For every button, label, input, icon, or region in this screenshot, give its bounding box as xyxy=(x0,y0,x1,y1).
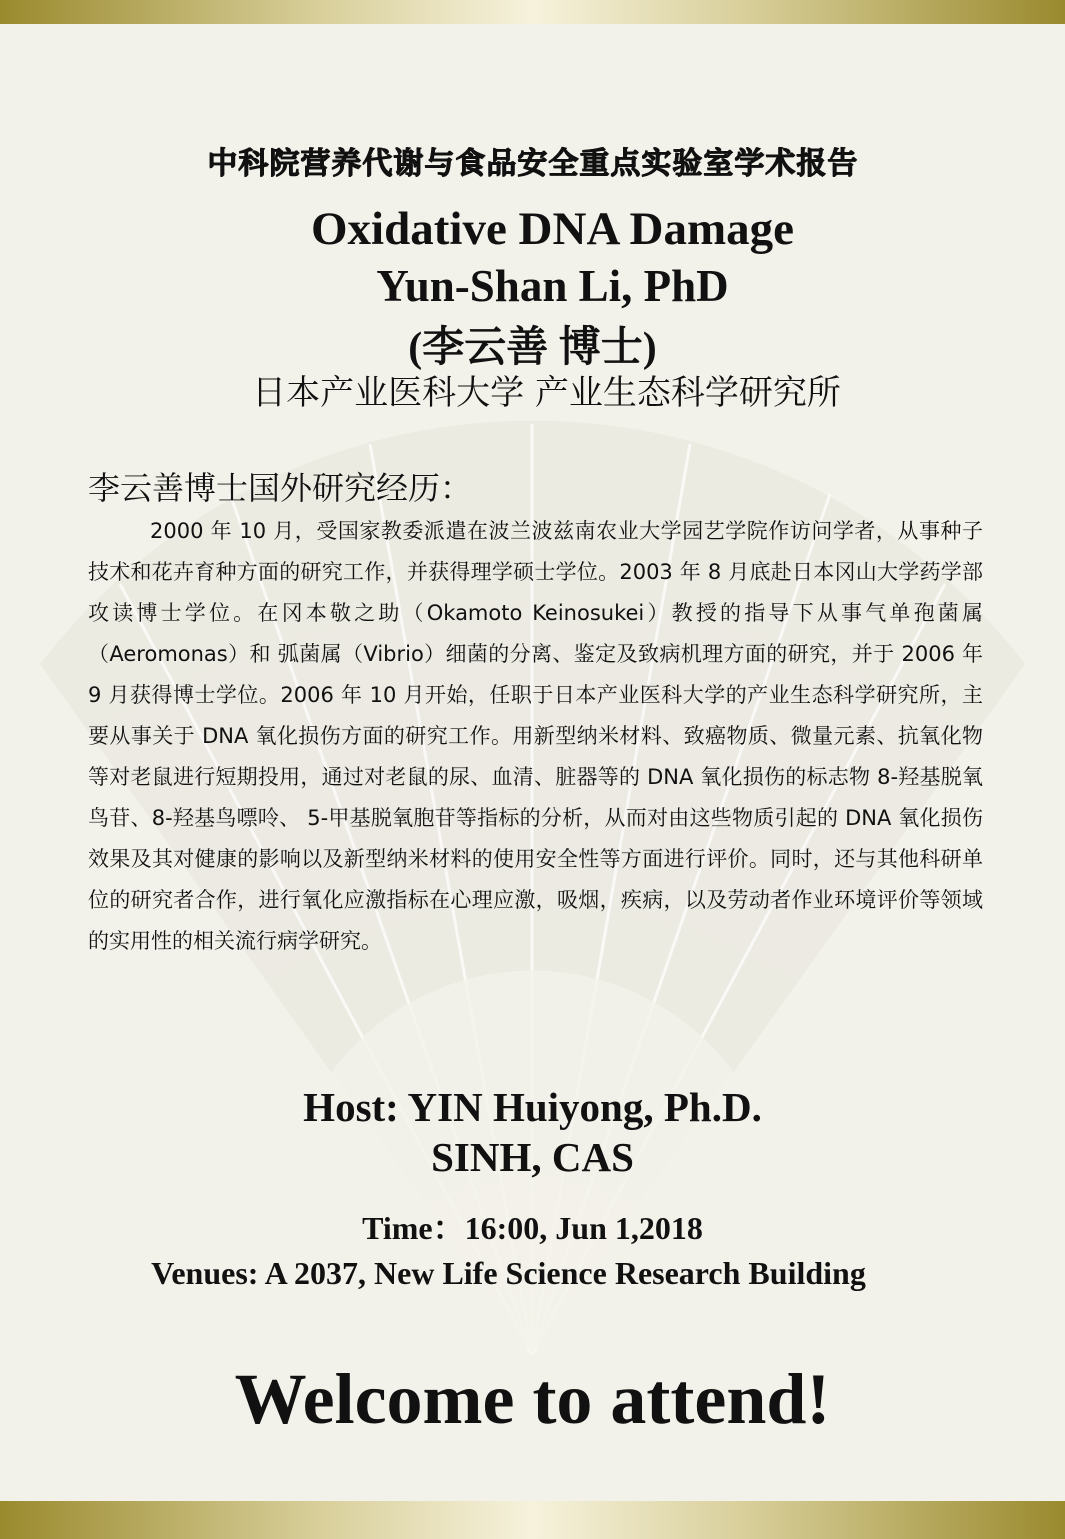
event-venue: Venues: A 2037, New Life Science Research Building xyxy=(151,1255,866,1291)
speaker-name: Yun-Shan Li, PhD xyxy=(376,261,729,311)
bio-paragraph: 2000 年 10 月，受国家教委派遣在波兰波兹南农业大学园艺学院作访问学者，从事种子技术和花卉育种方面的研究工作，并获得理学硕士学位。2003 年 8 月底赴日本冈山大学药学部攻读博士学位。在冈本敬之助（Okamoto Keinosukei）教授的指导下从事气单孢菌属（Aeromonas）和 弧菌属（Vibrio）细菌的分离、鉴定及致病机理方面的研究，并于 2006 年 9 月获得博士学位。2006 年 10 月开始，任职于日本产业医科大学的产业生态科学研究所，主要从事关于 DNA 氧化损伤方面的研究工作。用新型纳米材料、致癌物质、微量元素、抗氧化物等对老鼠进行短期投用，通过对老鼠的尿、血清、脏器等的 DNA 氧化损伤的标志物 8-羟基脱氧鸟苷、8-羟基鸟嘌呤、 5-甲基脱氧胞苷等指标的分析，从而对由这些物质引起的 DNA 氧化损伤效果及其对健康的影响以及新型纳米材料的使用安全性等方面进行评价。同时，还与其他科研单位的研究者合作，进行氧化应激指标在心理应激，吸烟，疾病，以及劳动者作业环境评价等领域的实用性的相关流行病学研究。 xyxy=(88,519,983,953)
speaker-affiliation: 日本产业医科大学 产业生态科学研究所 xyxy=(252,373,841,413)
lab-title: 中科院营养代谢与食品安全重点实验室学术报告 xyxy=(207,146,858,181)
talk-title: Oxidative DNA Damage xyxy=(310,203,794,255)
bottom-gold-border xyxy=(0,1501,1065,1539)
host-organization: SINH, CAS xyxy=(431,1134,634,1180)
event-time: Time：16:00, Jun 1,2018 xyxy=(362,1210,703,1246)
bio-heading: 李云善博士国外研究经历： xyxy=(88,469,473,507)
welcome-message: Welcome to attend! xyxy=(234,1359,831,1439)
host-name: Host: YIN Huiyong, Ph.D. xyxy=(303,1084,762,1130)
speaker-name-chinese: (李云善 博士) xyxy=(408,325,657,371)
